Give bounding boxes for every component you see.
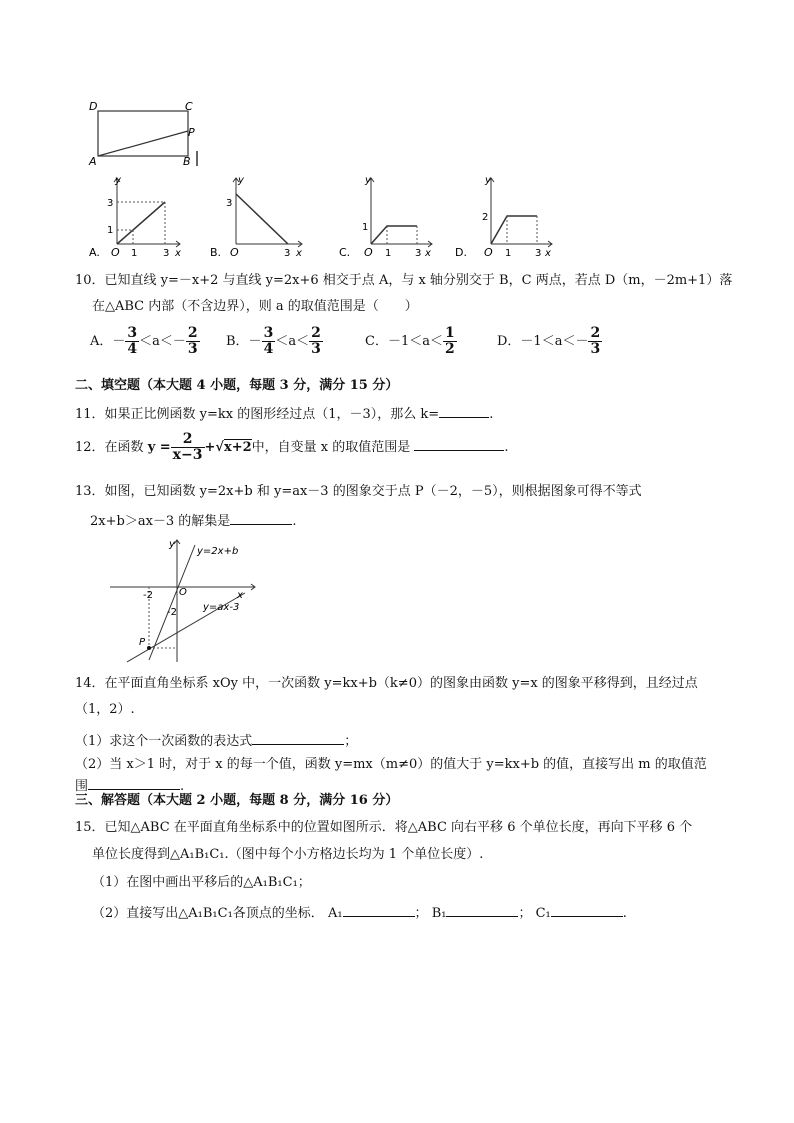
svg-text:1: 1: [505, 248, 512, 259]
q15-a1-blank[interactable]: [343, 904, 415, 917]
svg-text:-2: -2: [143, 590, 153, 601]
svg-text:y=ax-3: y=ax-3: [203, 602, 240, 613]
q10-option-d: D．－1＜a＜－ $\frac{2}{3}$: [497, 325, 601, 357]
q12: 12．在函数 y = $\frac{2}{x-3}$ +√x+2中，自变量 x 的取值范围是 .: [75, 431, 509, 463]
q14-part2b: 围 .: [75, 779, 185, 794]
svg-text:1: 1: [362, 222, 369, 233]
q13-graph: [105, 537, 265, 665]
q15-b1-blank[interactable]: [446, 904, 518, 917]
svg-text:3: 3: [226, 198, 233, 209]
q14-line1: 14．在平面直角坐标系 xOy 中，一次函数 y=kx+b（k≠0）的图象由函数 y=x 的图象平移得到，且经过点: [75, 676, 698, 691]
label-c: C: [185, 100, 193, 113]
q13-answer-blank[interactable]: [230, 512, 292, 525]
svg-text:1: 1: [131, 248, 138, 259]
svg-text:3: 3: [284, 248, 291, 259]
svg-text:x: x: [175, 248, 181, 259]
svg-text:O: O: [364, 246, 373, 259]
q15-part2: （2）直接写出△A₁B₁C₁各顶点的坐标． A₁ ； B₁ ； C₁ .: [92, 906, 627, 921]
svg-text:-2: -2: [167, 607, 177, 618]
q13-line1: 13．如图，已知函数 y=2x+b 和 y=ax－3 的图象交于点 P（－2，－5），则根据图象可得不等式: [75, 484, 642, 499]
q11-answer-blank[interactable]: [439, 405, 489, 418]
q14-part2a: （2）当 x＞1 时，对于 x 的每一个值，函数 y=mx（m≠0）的值大于 y=kx+b 的值，直接写出 m 的取值范: [75, 757, 707, 772]
svg-text:O: O: [484, 246, 493, 259]
svg-text:O: O: [179, 587, 187, 598]
q15-part1: （1）在图中画出平移后的△A₁B₁C₁；: [92, 875, 311, 890]
svg-text:3: 3: [415, 248, 422, 259]
svg-text:1: 1: [385, 248, 392, 259]
svg-text:B.: B.: [210, 246, 222, 259]
svg-text:P: P: [139, 637, 146, 648]
svg-text:y: y: [169, 539, 175, 550]
graph-option-a: [85, 172, 185, 262]
q10-option-a: A．－ $\frac{3}{4}$ ＜a＜－ $\frac{2}{3}$: [90, 325, 198, 357]
svg-text:1: 1: [107, 225, 114, 236]
svg-text:x: x: [425, 248, 431, 259]
svg-text:D.: D.: [455, 246, 467, 259]
q12-answer-blank[interactable]: [414, 438, 504, 451]
q14-line2: （1，2）.: [75, 702, 135, 717]
graph-option-d: [455, 172, 555, 262]
svg-text:2: 2: [482, 212, 489, 223]
svg-text:3: 3: [163, 248, 170, 259]
q10-line1: 10．已知直线 y=－x+2 与直线 y=2x+6 相交于点 A，与 x 轴分别交于 B，C 两点，若点 D（m，－2m+1）落: [75, 273, 733, 288]
svg-text:C.: C.: [339, 246, 351, 259]
svg-text:x: x: [545, 248, 551, 259]
q15-c1-blank[interactable]: [551, 904, 623, 917]
label-a: A: [89, 155, 97, 168]
label-b: B: [183, 155, 191, 168]
svg-text:O: O: [111, 246, 120, 259]
q14-part2-blank[interactable]: [88, 777, 180, 790]
svg-text:y: y: [485, 175, 491, 186]
q10-option-b: B．－ $\frac{3}{4}$ ＜a＜ $\frac{2}{3}$: [226, 325, 321, 357]
svg-text:3: 3: [107, 198, 114, 209]
rectangle-figure: [85, 98, 215, 170]
graph-option-b: [210, 172, 310, 262]
graph-option-c: [335, 172, 435, 262]
svg-text:y: y: [365, 175, 371, 186]
svg-text:y: y: [238, 175, 244, 186]
q14-part1: （1）求这个一次函数的表达式 ；: [75, 734, 358, 749]
svg-text:A.: A.: [89, 246, 100, 259]
section2-heading: 二、填空题（本大题 4 小题，每题 3 分，满分 15 分）: [75, 378, 399, 393]
q10-line2: 在△ABC 内部（不含边界），则 a 的取值范围是（ ）: [92, 299, 418, 314]
svg-text:y=2x+b: y=2x+b: [197, 546, 239, 557]
q15-line2: 单位长度得到△A₁B₁C₁.（图中每个小方格边长均为 1 个单位长度）.: [92, 847, 484, 862]
section3-heading: 三、解答题（本大题 2 小题，每题 8 分，满分 16 分）: [75, 793, 399, 808]
q13-line2: 2x+b＞ax－3 的解集是 .: [90, 514, 297, 529]
q11: 11．如果正比例函数 y=kx 的图形经过点（1，－3），那么 k= .: [75, 407, 494, 422]
q14-part1-blank[interactable]: [252, 732, 344, 745]
svg-text:O: O: [230, 246, 239, 259]
q10-option-c: C．－1＜a＜ $\frac{1}{2}$: [365, 325, 455, 357]
svg-text:y: y: [115, 175, 121, 186]
q15-line1: 15．已知△ABC 在平面直角坐标系中的位置如图所示．将△ABC 向右平移 6 个单位长度，再向下平移 6 个: [75, 820, 693, 835]
svg-text:3: 3: [535, 248, 542, 259]
svg-text:x: x: [237, 590, 243, 601]
label-d: D: [89, 100, 98, 113]
label-p: P: [188, 126, 195, 139]
svg-text:x: x: [296, 248, 302, 259]
